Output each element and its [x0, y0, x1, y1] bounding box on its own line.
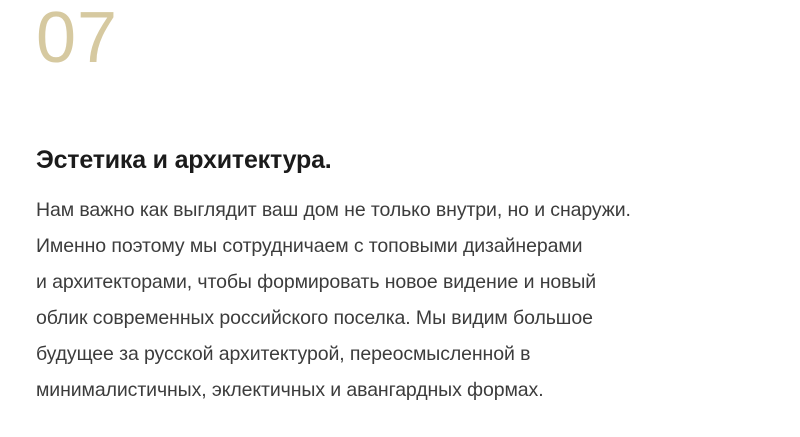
body-line: минималистичных, эклектичных и авангардных формах.: [36, 379, 544, 401]
body-line: облик современных российского поселка. Мы видим большое: [36, 307, 593, 329]
body-line: будущее за русской архитектурой, переосмысленной в: [36, 343, 531, 365]
section-number: 07: [36, 0, 119, 78]
body-paragraph: [36, 192, 776, 408]
body-line: Нам важно как выглядит ваш дом не только внутри, но и снаружи.: [36, 199, 631, 221]
body-line: и архитекторами, чтобы формировать новое видение и новый: [36, 271, 597, 293]
page-title: Эстетика и архитектура.: [36, 145, 332, 174]
body-line: Именно поэтому мы сотрудничаем с топовыми дизайнерами: [36, 235, 583, 257]
